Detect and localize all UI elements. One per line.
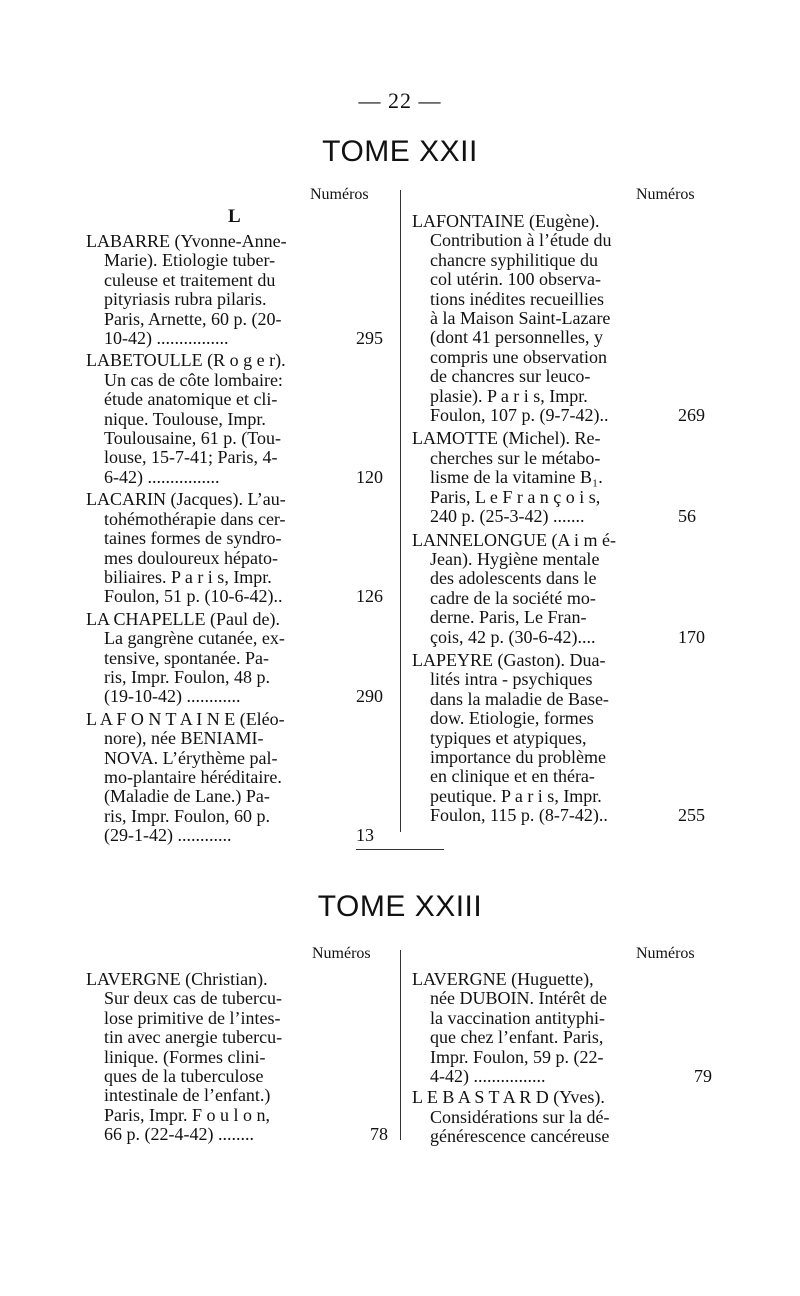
entry-line: Paris, L e F r a n ç o i s,: [430, 486, 601, 507]
entry-line: (Maladie de Lane.) Pa-: [104, 786, 270, 807]
entry-line: cherches sur le métabo-: [430, 447, 601, 468]
entry-line: çois, 42 p. (30-6-42)....: [430, 626, 596, 647]
entry-line: Impr. Foulon, 59 p. (22-: [430, 1046, 604, 1067]
entry-line: de chancres sur leuco-: [430, 366, 591, 387]
entry-line: tensive, spontanée. Pa-: [104, 647, 269, 668]
entry-line: LABARRE (Yvonne-Anne-: [86, 231, 287, 251]
entry-line: tin avec anergie tubercu-: [104, 1027, 283, 1048]
entry-number: 255: [678, 805, 705, 826]
entry-line: nique. Toulouse, Impr.: [104, 408, 266, 429]
entry-line: LAPEYRE (Gaston). Dua-: [412, 649, 606, 670]
entry-line: La gangrène cutanée, ex-: [104, 628, 285, 649]
entry-line: compris une observation: [430, 346, 607, 367]
entry-line: taines formes de syndro-: [104, 528, 282, 549]
bibliography-entry: [412, 531, 712, 647]
entry-line: louse, 15-7-41; Paris, 4-: [104, 447, 278, 468]
entry-line: Toulousaine, 61 p. (Tou-: [104, 428, 281, 449]
entry-line: Marie). Etiologie tuber-: [104, 250, 276, 271]
entry-line: derne. Paris, Le Fran-: [430, 607, 587, 628]
entry-line: ris, Impr. Foulon, 48 p.: [104, 666, 271, 687]
entry-number: 120: [356, 466, 383, 487]
entry-line: des adolescents dans le: [430, 568, 597, 589]
entry-line: (29-1-42) ............: [104, 825, 232, 846]
entry-line: Un cas de côte lombaire:: [104, 369, 283, 390]
tome-22-right-column: [412, 212, 712, 830]
entry-number: 56: [678, 506, 696, 527]
entry-line: Considérations sur la dé-: [430, 1106, 610, 1127]
entry-line: Foulon, 107 p. (9-7-42)..: [430, 405, 609, 426]
entry-line: 66 p. (22-4-42) ........: [104, 1124, 254, 1145]
entry-line: Sur deux cas de tubercu-: [104, 988, 282, 1009]
entry-line: en clinique et en théra-: [430, 766, 595, 787]
entry-line: dans la maladie de Base-: [430, 688, 609, 709]
entry-line: cadre de la société mo-: [430, 587, 596, 608]
entry-number: 295: [356, 328, 383, 349]
bibliography-entry: [86, 351, 386, 487]
entry-line: étude anatomique et cli-: [104, 389, 278, 410]
entry-line: peutique. P a r i s, Impr.: [430, 785, 602, 806]
entry-number: 79: [694, 1066, 712, 1087]
entry-number: 126: [356, 586, 383, 607]
entry-line: tohémothérapie dans cer-: [104, 508, 286, 529]
tome-23-column-divider: [400, 950, 401, 1140]
entry-number: 13: [356, 825, 374, 846]
entry-number: 269: [678, 405, 705, 426]
entry-line: 10-42) ................: [104, 328, 229, 349]
entry-line: col utérin. 100 observa-: [430, 269, 601, 290]
bibliography-entry: [86, 610, 386, 707]
bibliography-entry: [86, 490, 386, 606]
entry-line: LANNELONGUE (A i m é-: [412, 529, 616, 550]
entry-line: ques de la tuberculose: [104, 1066, 264, 1087]
tome-23-title: TOME XXIII: [317, 890, 483, 923]
entry-line: 4-42) ................: [430, 1066, 546, 1087]
entry-line: Paris, Arnette, 60 p. (20-: [104, 308, 282, 329]
entry-line: LACARIN (Jacques). L’au-: [86, 489, 286, 510]
section-separator-rule: [356, 849, 444, 850]
entry-line: plasie). P a r i s, Impr.: [430, 385, 588, 406]
bibliography-entry: [86, 970, 386, 1145]
entry-line: ris, Impr. Foulon, 60 p.: [104, 805, 271, 826]
tome-22-column-divider: [400, 190, 401, 832]
bibliography-entry: [86, 710, 386, 846]
entry-line: Foulon, 51 p. (10-6-42)..: [104, 586, 283, 607]
tome-23-left-column: [86, 970, 386, 1145]
tome-23-right-column: [412, 970, 712, 1149]
entry-line: que chez l’enfant. Paris,: [430, 1027, 604, 1048]
entry-line: 6-42) ................: [104, 466, 220, 487]
entry-line: lités intra - psychiques: [430, 669, 593, 690]
entry-line: LAFONTAINE (Eugène).: [412, 211, 600, 231]
entry-line: NOVA. L’érythème pal-: [104, 747, 278, 768]
tome-22-title: TOME XXII: [322, 135, 478, 168]
bibliography-entry: [412, 429, 712, 526]
entry-line: mes douloureux hépato-: [104, 547, 278, 568]
entry-line: (dont 41 personnelles, y: [430, 327, 603, 348]
entry-line: chancre syphilitique du: [430, 249, 598, 270]
entry-line: la vaccination antityphi-: [430, 1007, 605, 1028]
entry-line: LA CHAPELLE (Paul de).: [86, 608, 280, 629]
entry-line: (19-10-42) ............: [104, 686, 241, 707]
entry-line: intestinale de l’enfant.): [104, 1085, 271, 1106]
entry-line: linique. (Formes clini-: [104, 1046, 266, 1067]
entry-line: Paris, Impr. F o u l o n,: [104, 1104, 271, 1125]
tome-22-numeros-left: Numéros: [310, 186, 369, 203]
entry-line: née DUBOIN. Intérêt de: [430, 988, 607, 1009]
entry-line: Foulon, 115 p. (8-7-42)..: [430, 805, 608, 826]
bibliography-entry: [412, 1088, 712, 1146]
entry-line: LAMOTTE (Michel). Re-: [412, 428, 601, 449]
entry-line: à la Maison Saint-Lazare: [430, 308, 611, 329]
page-number: — 22 —: [358, 88, 442, 113]
tome-22-numeros-right: Numéros: [636, 186, 695, 203]
entry-number: 170: [678, 626, 705, 647]
entry-number: 78: [370, 1124, 388, 1145]
bibliography-entry: [86, 232, 386, 348]
entry-line: biliaires. P a r i s, Impr.: [104, 566, 272, 587]
bibliography-entry: [412, 970, 712, 1086]
entry-line: dow. Etiologie, formes: [430, 708, 594, 729]
entry-line: 240 p. (25-3-42) .......: [430, 506, 585, 527]
section-letter-l: L: [228, 206, 241, 227]
entry-line: lisme de la vitamine B₁.: [430, 467, 603, 488]
bibliography-entry: [412, 212, 712, 425]
entry-line: typiques et atypiques,: [430, 727, 587, 748]
entry-line: lose primitive de l’intes-: [104, 1007, 281, 1028]
tome-22-left-column: [86, 232, 386, 849]
tome-23-numeros-left: Numéros: [312, 945, 371, 962]
entry-line: LABETOULLE (R o g e r).: [86, 350, 286, 371]
entry-line: pityriasis rubra pilaris.: [104, 289, 267, 310]
entry-line: LAVERGNE (Christian).: [86, 969, 268, 989]
tome-23-numeros-right: Numéros: [636, 945, 695, 962]
entry-line: nore), née BENIAMI-: [104, 728, 264, 749]
bibliography-entry: [412, 651, 712, 826]
entry-line: Contribution à l’étude du: [430, 230, 612, 251]
entry-line: LAVERGNE (Huguette),: [412, 969, 594, 989]
entry-line: L A F O N T A I N E (Eléo-: [86, 708, 285, 729]
entry-number: 290: [356, 686, 383, 707]
entry-line: mo-plantaire héréditaire.: [104, 766, 282, 787]
entry-line: importance du problème: [430, 746, 606, 767]
entry-line: tions inédites recueillies: [430, 288, 604, 309]
entry-line: Jean). Hygiène mentale: [430, 548, 600, 569]
entry-line: L E B A S T A R D (Yves).: [412, 1087, 605, 1108]
entry-line: générescence cancéreuse: [430, 1126, 610, 1147]
entry-line: culeuse et traitement du: [104, 269, 276, 290]
